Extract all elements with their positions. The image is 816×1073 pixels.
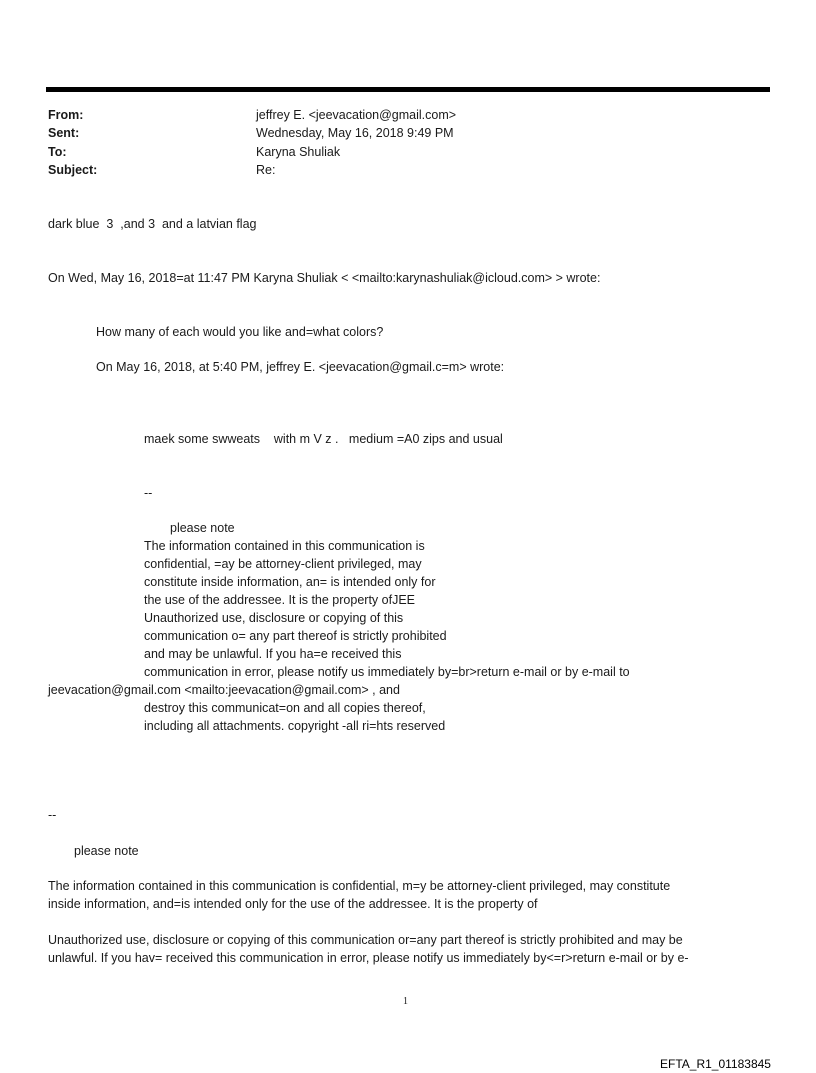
- page-number: 1: [403, 996, 408, 1007]
- inner-note-line: including all attachments. copyright -all ri=hts reserved: [144, 719, 446, 733]
- sent-value: Wednesday, May 16, 2018 9:49 PM: [256, 126, 454, 140]
- quote1-text: How many of each would you like and=what colors?: [96, 325, 384, 339]
- inner-note-line: jeevacation@gmail.com <mailto:jeevacation@gmail.com> , and: [48, 683, 400, 697]
- outer-separator: --: [48, 808, 57, 822]
- subject-label: Subject:: [48, 163, 98, 177]
- from-label: From:: [48, 108, 84, 122]
- inner-note-line: and may be unlawful. If you ha=e received this: [144, 647, 402, 661]
- quote2-attribution: On May 16, 2018, at 5:40 PM, jeffrey E. <jeevacation@gmail.c=m> wrote:: [96, 360, 505, 374]
- quote2-separator: --: [144, 486, 153, 500]
- outer-note-p1-line: inside information, and=is intended only for the use of the addressee. It is the property of: [48, 897, 538, 911]
- inner-note-line: communication in error, please notify us immediately by=br>return e-mail or by e-mail to: [144, 665, 630, 679]
- to-label: To:: [48, 145, 67, 159]
- bates-number: EFTA_R1_01183845: [660, 1057, 771, 1071]
- outer-note-p1-line: The information contained in this communication is confidential, m=y be attorney-client privileged, may constitute: [48, 879, 671, 893]
- sent-label: Sent:: [48, 126, 80, 140]
- subject-value: Re:: [256, 163, 276, 177]
- outer-note-title: please note: [74, 844, 139, 858]
- reply-text: dark blue 3 ,and 3 and a latvian flag: [48, 217, 257, 231]
- from-value: jeffrey E. <jeevacation@gmail.com>: [256, 108, 457, 122]
- inner-note-line: The information contained in this communication is: [144, 539, 425, 553]
- quote1-attribution: On Wed, May 16, 2018=at 11:47 PM Karyna Shuliak < <mailto:karynashuliak@icloud.com> > wrote:: [48, 271, 601, 285]
- to-value: Karyna Shuliak: [256, 145, 341, 159]
- header-divider: [46, 87, 770, 92]
- inner-note-line: communication o= any part thereof is strictly prohibited: [144, 629, 447, 643]
- inner-note-line: constitute inside information, an= is intended only for: [144, 575, 436, 589]
- quote2-text: maek some swweats with m V z . medium =A0 zips and usual: [144, 432, 503, 446]
- inner-note-line: the use of the addressee. It is the property ofJEE: [144, 593, 415, 607]
- outer-note-p2-line: Unauthorized use, disclosure or copying of this communication or=any part thereof is strictly prohibited and may be: [48, 933, 683, 947]
- outer-note-p2-line: unlawful. If you hav= received this communication in error, please notify us immediately by<=r>return e-mail or by e-: [48, 951, 689, 965]
- inner-note-line: Unauthorized use, disclosure or copying of this: [144, 611, 404, 625]
- inner-note-line: destroy this communicat=on and all copies thereof,: [144, 701, 426, 715]
- inner-note-line: confidential, =ay be attorney-client privileged, may: [144, 557, 422, 571]
- inner-note-line: please note: [170, 521, 235, 535]
